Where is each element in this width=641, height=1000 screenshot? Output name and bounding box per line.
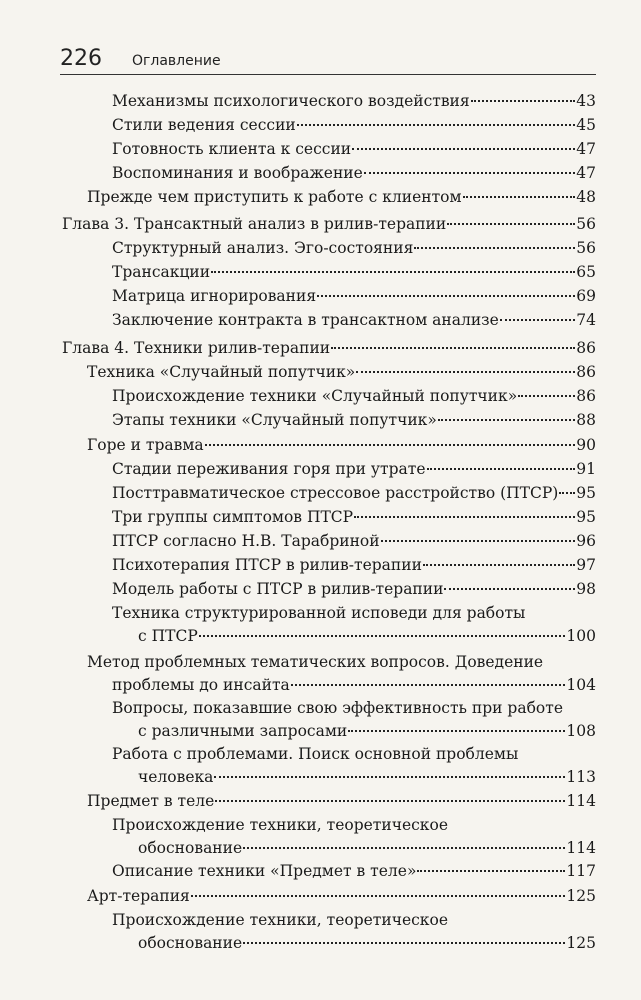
toc-leader-dots bbox=[364, 172, 575, 174]
toc-entry[interactable] bbox=[112, 385, 596, 408]
toc-leader-dots bbox=[243, 942, 565, 944]
toc-entry-title: Воспоминания и воображение bbox=[112, 164, 363, 182]
toc-entry-page: 45 bbox=[576, 116, 596, 134]
toc-leader-dots bbox=[417, 870, 565, 872]
toc-entry-title: Матрица игнорирования bbox=[112, 287, 317, 305]
toc-entry-title: Метод проблемных тематических вопросов. Доведение bbox=[87, 653, 544, 671]
toc-entry-page: 114 bbox=[566, 792, 596, 810]
toc-leader-dots bbox=[331, 347, 575, 349]
toc-entry-page: 47 bbox=[576, 140, 596, 158]
toc-entry-title: ПТСР согласно Н.В. Тарабриной bbox=[112, 532, 380, 550]
toc-entry[interactable] bbox=[112, 261, 596, 284]
toc-leader-dots bbox=[427, 468, 576, 470]
toc-entry-page: 104 bbox=[566, 676, 596, 694]
toc-entry-title: Работа с проблемами. Поиск основной проблемы bbox=[112, 745, 519, 763]
toc-leader-dots bbox=[215, 800, 565, 802]
toc-leader-dots bbox=[447, 223, 575, 225]
toc-entry-page: 96 bbox=[576, 532, 596, 550]
toc-entry[interactable] bbox=[112, 909, 596, 955]
toc-entry-title: Готовность клиента к сессии bbox=[112, 140, 352, 158]
toc-leader-dots bbox=[214, 776, 565, 778]
toc-entry-page: 98 bbox=[576, 580, 596, 598]
toc-entry-page: 65 bbox=[576, 263, 596, 281]
toc-entry-page: 97 bbox=[576, 556, 596, 574]
toc-entry-page: 56 bbox=[576, 215, 596, 233]
toc-entry-page: 90 bbox=[576, 436, 596, 454]
toc-entry-title: Механизмы психологического воздействия bbox=[112, 92, 470, 110]
toc-entry[interactable] bbox=[62, 213, 596, 236]
toc-entry-title: Глава 4. Техники рилив-терапии bbox=[62, 339, 331, 357]
toc-leader-dots bbox=[381, 540, 576, 542]
toc-leader-dots bbox=[317, 295, 575, 297]
toc-entry[interactable] bbox=[62, 337, 596, 360]
toc-entry-page: 100 bbox=[566, 627, 596, 645]
toc-entry-title: Описание техники «Предмет в теле» bbox=[112, 862, 417, 880]
toc-leader-dots bbox=[414, 247, 575, 249]
toc-leader-dots bbox=[463, 196, 576, 198]
toc-leader-dots bbox=[199, 635, 566, 637]
toc-leader-dots bbox=[243, 847, 565, 849]
toc-entry[interactable] bbox=[112, 554, 596, 577]
toc-leader-dots bbox=[559, 492, 575, 494]
toc-entry-title: Этапы техники «Случайный попутчик» bbox=[112, 411, 437, 429]
toc-entry[interactable] bbox=[87, 361, 596, 384]
toc-leader-dots bbox=[191, 895, 566, 897]
toc-leader-dots bbox=[297, 124, 576, 126]
toc-entry[interactable] bbox=[112, 697, 596, 743]
toc-entry-title: Происхождение техники «Случайный попутчик» bbox=[112, 387, 518, 405]
toc-entry-title: Трансакции bbox=[112, 263, 211, 281]
toc-entry-page: 86 bbox=[576, 339, 596, 357]
toc-entry-page: 74 bbox=[576, 311, 596, 329]
toc-entry-page: 95 bbox=[576, 484, 596, 502]
toc-leader-dots bbox=[423, 564, 575, 566]
toc-entry[interactable] bbox=[112, 860, 596, 883]
toc-entry[interactable] bbox=[112, 814, 596, 860]
toc-entry-title: Техника структурированной исповеди для работы bbox=[112, 604, 526, 622]
toc-entry-page: 114 bbox=[566, 839, 596, 857]
toc-entry[interactable] bbox=[112, 162, 596, 185]
toc-leader-dots bbox=[205, 444, 576, 446]
toc-entry-title-cont: обоснование bbox=[138, 839, 243, 857]
toc-entry-title: Арт-терапия bbox=[87, 887, 190, 905]
toc-leader-dots bbox=[438, 419, 575, 421]
toc-entry-title-cont: обоснование bbox=[138, 934, 243, 952]
toc-entry[interactable] bbox=[112, 482, 596, 505]
toc-entry-page: 48 bbox=[576, 188, 596, 206]
toc-entry-title: Происхождение техники, теоретическое bbox=[112, 816, 448, 834]
toc-entry[interactable] bbox=[87, 434, 596, 457]
toc-entry-title: Структурный анализ. Эго-состояния bbox=[112, 239, 414, 257]
toc-entry-title: Три группы симптомов ПТСР bbox=[112, 508, 354, 526]
toc-entry[interactable] bbox=[87, 186, 596, 209]
toc-entry-page: 125 bbox=[566, 887, 596, 905]
toc-entry[interactable] bbox=[112, 530, 596, 553]
toc-entry-title: Происхождение техники, теоретическое bbox=[112, 911, 448, 929]
toc-entry-page: 56 bbox=[576, 239, 596, 257]
toc-entry[interactable] bbox=[112, 458, 596, 481]
toc-entry-title: Заключение контракта в трансактном анализе bbox=[112, 311, 499, 329]
toc-entry-page: 47 bbox=[576, 164, 596, 182]
toc-entry-page: 69 bbox=[576, 287, 596, 305]
toc-leader-dots bbox=[471, 100, 576, 102]
toc-entry[interactable] bbox=[112, 309, 596, 332]
toc-entry[interactable] bbox=[112, 114, 596, 137]
toc-entry-title: Вопросы, показавшие свою эффективность при работе bbox=[112, 699, 563, 717]
toc-entry[interactable] bbox=[112, 602, 596, 648]
toc-entry[interactable] bbox=[112, 90, 596, 113]
toc-entry[interactable] bbox=[112, 285, 596, 308]
toc-entry[interactable] bbox=[112, 409, 596, 432]
toc-entry-page: 117 bbox=[566, 862, 596, 880]
toc-entry-title-cont: с различными запросами bbox=[138, 722, 348, 740]
toc-entry[interactable] bbox=[112, 237, 596, 260]
toc-entry-title: Предмет в теле bbox=[87, 792, 215, 810]
toc-entry-title: Модель работы с ПТСР в рилив-терапии bbox=[112, 580, 444, 598]
toc-leader-dots bbox=[352, 148, 575, 150]
toc-entry-page: 86 bbox=[576, 387, 596, 405]
toc-leader-dots bbox=[354, 516, 575, 518]
toc-entry-title: Психотерапия ПТСР в рилив-терапии bbox=[112, 556, 422, 574]
toc-entry-page: 125 bbox=[566, 934, 596, 952]
toc-entry[interactable] bbox=[112, 743, 596, 789]
toc-entry-title-cont: с ПТСР bbox=[138, 627, 198, 645]
toc-leader-dots bbox=[444, 588, 575, 590]
section-title: Оглавление bbox=[132, 53, 221, 69]
toc-leader-dots bbox=[356, 371, 575, 373]
toc-entry-title: Посттравматическое стрессовое расстройство (ПТСР) bbox=[112, 484, 559, 502]
toc-entry-title: Стадии переживания горя при утрате bbox=[112, 460, 426, 478]
toc-entry[interactable] bbox=[87, 885, 596, 908]
toc-leader-dots bbox=[500, 319, 575, 321]
toc-entry-title-cont: человека bbox=[138, 768, 214, 786]
toc-entry-page: 95 bbox=[576, 508, 596, 526]
toc-entry-title: Стили ведения сессии bbox=[112, 116, 296, 134]
toc-entry-page: 91 bbox=[576, 460, 596, 478]
toc-entry[interactable] bbox=[112, 138, 596, 161]
toc-leader-dots bbox=[348, 730, 565, 732]
toc-entry-title: Прежде чем приступить к работе с клиентом bbox=[87, 188, 462, 206]
toc-entry-page: 43 bbox=[576, 92, 596, 110]
toc-leader-dots bbox=[518, 395, 575, 397]
toc-leader-dots bbox=[211, 271, 575, 273]
toc-entry[interactable] bbox=[87, 651, 596, 697]
toc-entry-title-cont: проблемы до инсайта bbox=[112, 676, 290, 694]
toc-leader-dots bbox=[291, 684, 566, 686]
toc-entry[interactable] bbox=[87, 790, 596, 813]
page-number: 226 bbox=[60, 46, 102, 71]
toc-entry-title: Техника «Случайный попутчик» bbox=[87, 363, 356, 381]
toc-entry-title: Глава 3. Трансактный анализ в рилив-терапии bbox=[62, 215, 447, 233]
toc-entry-page: 113 bbox=[566, 768, 596, 786]
toc-entry-title: Горе и травма bbox=[87, 436, 204, 454]
toc-entry-page: 86 bbox=[576, 363, 596, 381]
toc-entry-page: 108 bbox=[566, 722, 596, 740]
toc-entry[interactable] bbox=[112, 506, 596, 529]
toc-entry-page: 88 bbox=[576, 411, 596, 429]
toc-entry[interactable] bbox=[112, 578, 596, 601]
